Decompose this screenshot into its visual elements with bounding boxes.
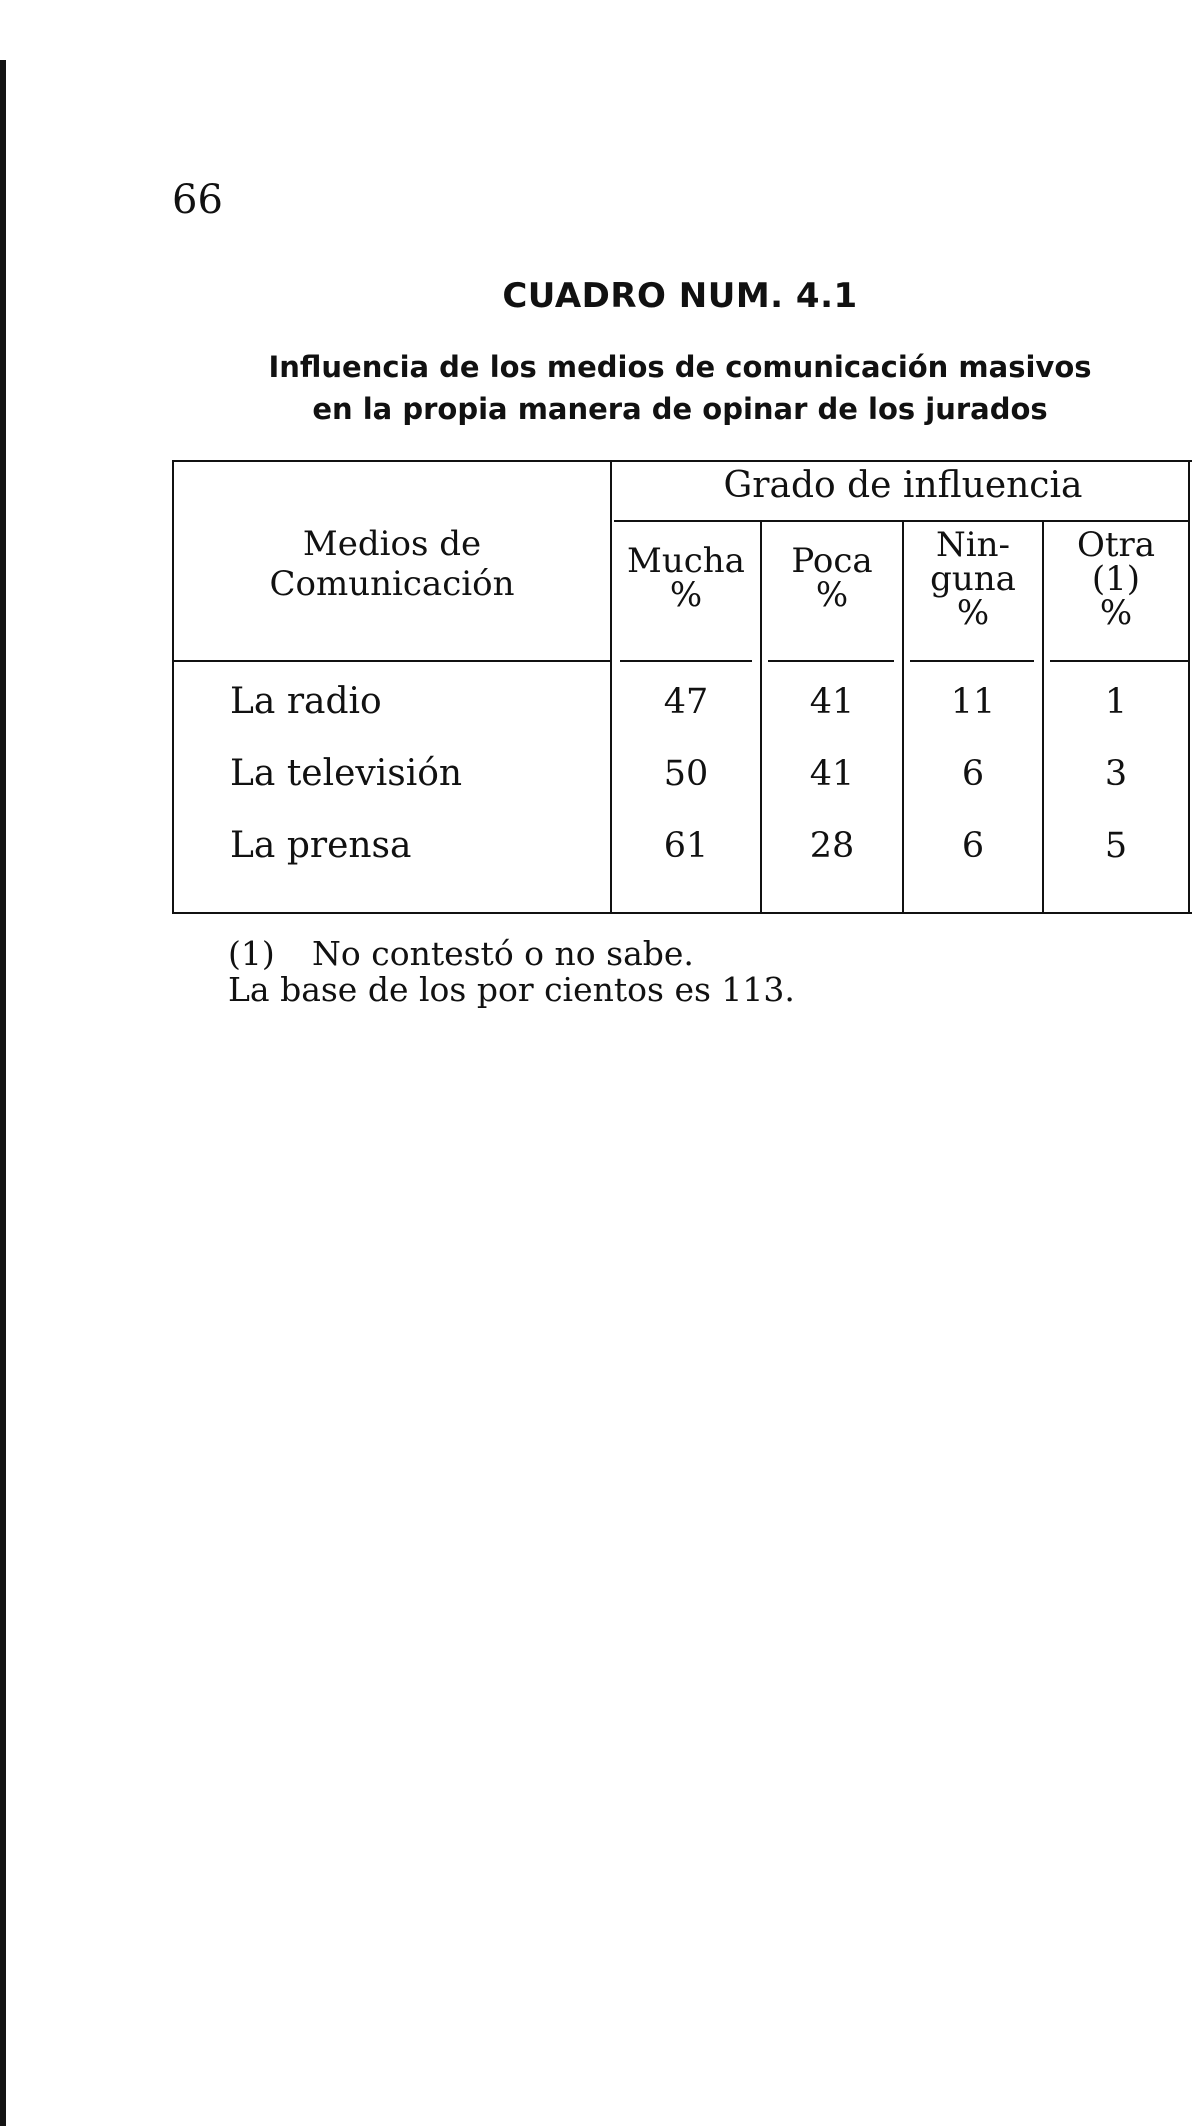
table-title-line-2: en la propia manera de opinar de los jurados [312,392,1048,426]
column-header-line: % [956,593,990,633]
column-header-line: Otra [1076,525,1156,565]
cell-value: 61 [663,826,709,866]
column-header-line: Nin- [935,525,1010,565]
footnote-2: La base de los por cientos es 113. [228,970,795,1009]
cell-value: 1 [1104,682,1128,722]
header-rule-col-1 [620,660,752,662]
table-number: CUADRO NUM. 4.1 [502,276,858,316]
cell-value: 11 [950,682,996,722]
table-right-border [1188,462,1190,912]
row-label-prensa: La prensa [230,825,412,866]
group-header-rule [614,520,1188,522]
cell-value: 6 [961,826,985,866]
column-header-mucha [612,541,760,615]
header-rule-col-2 [768,660,894,662]
row-label-television: La televisión [230,753,463,794]
footnote-1-text: No contestó o no sabe. [312,934,694,973]
cell-value: 47 [663,682,709,722]
header-rule-col-3 [910,660,1034,662]
cell-value: 41 [809,682,855,722]
table-title-line-1: Influencia de los medios de comunicación masivos [268,350,1092,384]
cell-value: 41 [809,754,855,794]
scan-edge [0,60,6,2126]
column-header-line: Poca [791,541,873,581]
header-rule-stub [174,660,610,662]
column-header-line: Mucha [627,541,745,581]
column-header-line: % [1099,593,1133,633]
header-rule-col-4 [1050,660,1188,662]
footnote-mark: (1) [228,934,275,973]
column-header-ninguna [904,525,1042,633]
column-header-otra [1044,525,1188,633]
cell-value: 5 [1104,826,1128,866]
stub-header-line-1: Medios de [302,524,482,564]
page-number: 66 [172,177,223,223]
column-header-line: % [815,575,849,615]
table-title [240,346,1120,430]
column-header-line: (1) [1091,559,1141,599]
cell-value: 28 [809,826,855,866]
group-header: Grado de influencia [723,465,1083,506]
data-table [172,460,1192,914]
stub-header [174,524,610,604]
footnote-1 [228,936,795,972]
stub-header-line-2: Comunicación [269,564,515,604]
cell-value: 6 [961,754,985,794]
column-header-line: guna [930,559,1016,599]
cell-value: 3 [1104,754,1128,794]
row-label-radio: La radio [230,681,382,722]
cell-value: 50 [663,754,709,794]
footnotes [228,936,795,1008]
column-header-line: % [669,575,703,615]
column-header-poca [762,541,902,615]
